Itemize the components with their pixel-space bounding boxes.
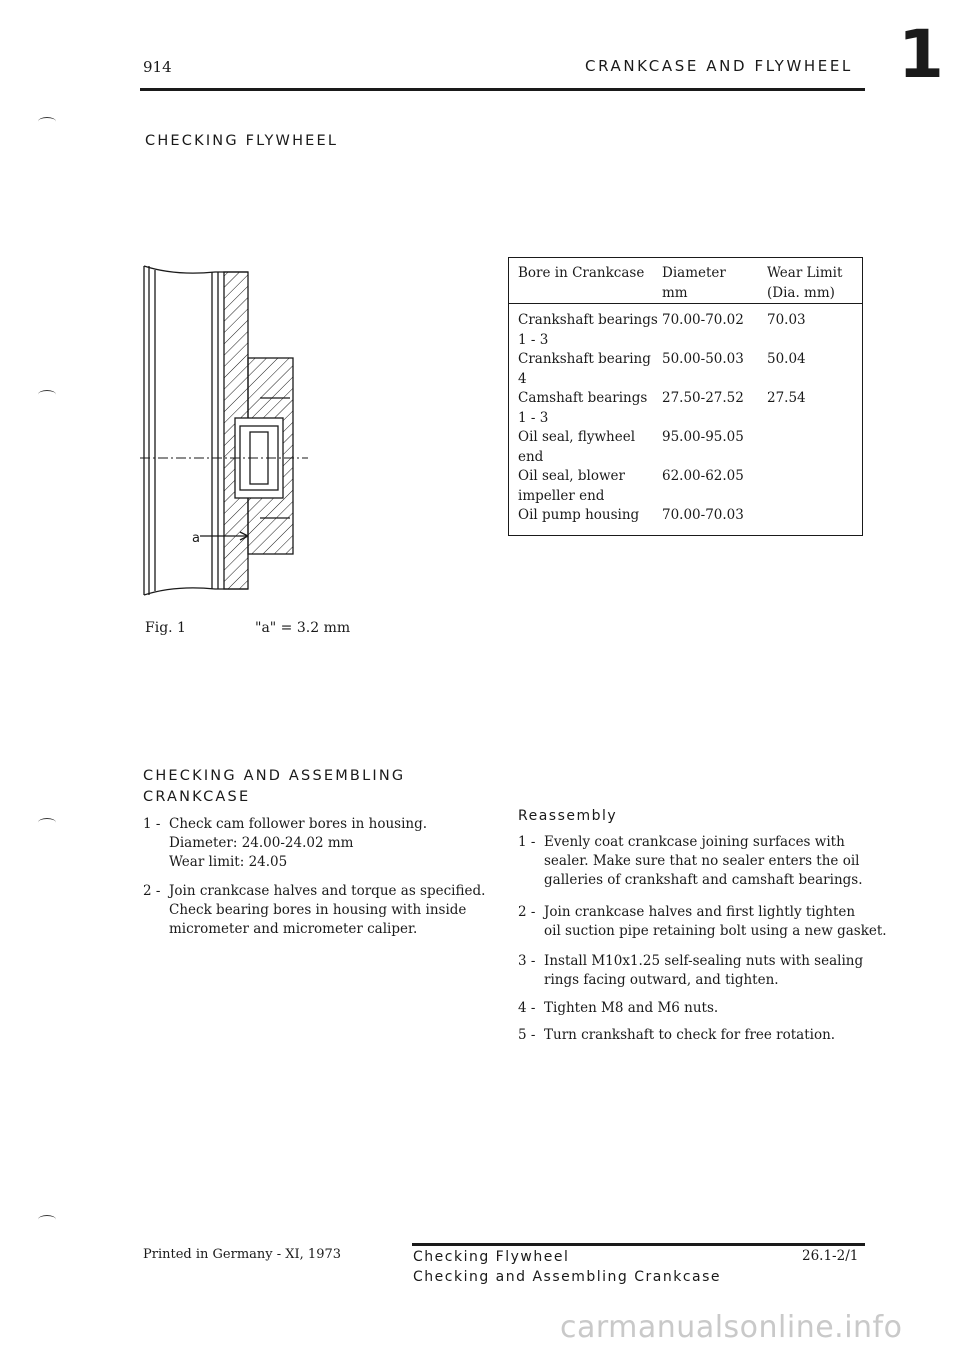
header-rule	[140, 88, 865, 91]
table-header	[509, 258, 862, 304]
footer-rule	[412, 1243, 865, 1246]
header-model: 914	[143, 58, 172, 76]
footer-topics: Checking Flywheel Checking and Assembling Crankcase	[413, 1249, 722, 1285]
reassembly-heading: Reassembly	[518, 808, 618, 824]
column-header-diameter: Diameter mm	[662, 265, 726, 301]
section-title-flywheel: CHECKING FLYWHEEL	[145, 133, 339, 149]
section-title-crankcase: CHECKING AND ASSEMBLING CRANKCASE	[143, 768, 406, 805]
figure-label-a: a	[192, 531, 200, 546]
figure-dimension-note: "a" = 3.2 mm	[255, 620, 351, 636]
watermark: carmanualsonline.info	[560, 1310, 903, 1345]
figure-number: Fig. 1	[145, 620, 186, 636]
bore-diameter-table: Bore in Crankcase Diameter mm Wear Limit (Dia. mm) Crankshaft bearings 1 - 3 70.00-70.02 70.03 Crankshaft bearing 4 50.00-50.03 50.04 Camshaft bearings 1 - 3 27.50-27.52 27.54 Oil seal, flywheel end 95.00-95.05 Oil seal, blower impeller end 62.00-62.05 Oil pump housing 70.00-70.03	[508, 257, 863, 536]
page-reference: 26.1-2/1	[802, 1248, 859, 1264]
figure-caption	[145, 620, 350, 636]
printed-note: Printed in Germany - XI, 1973	[143, 1247, 342, 1262]
margin-mark	[38, 1215, 56, 1224]
column-header-bore: Bore in Crankcase	[518, 265, 645, 281]
margin-mark	[38, 390, 56, 399]
margin-mark	[38, 117, 56, 126]
header-title: CRANKCASE AND FLYWHEEL	[585, 57, 853, 75]
margin-mark	[38, 818, 56, 827]
flywheel-cross-section-figure	[140, 258, 310, 608]
section-number: 1	[898, 16, 944, 93]
column-header-wear-limit: Wear Limit (Dia. mm)	[767, 265, 843, 301]
